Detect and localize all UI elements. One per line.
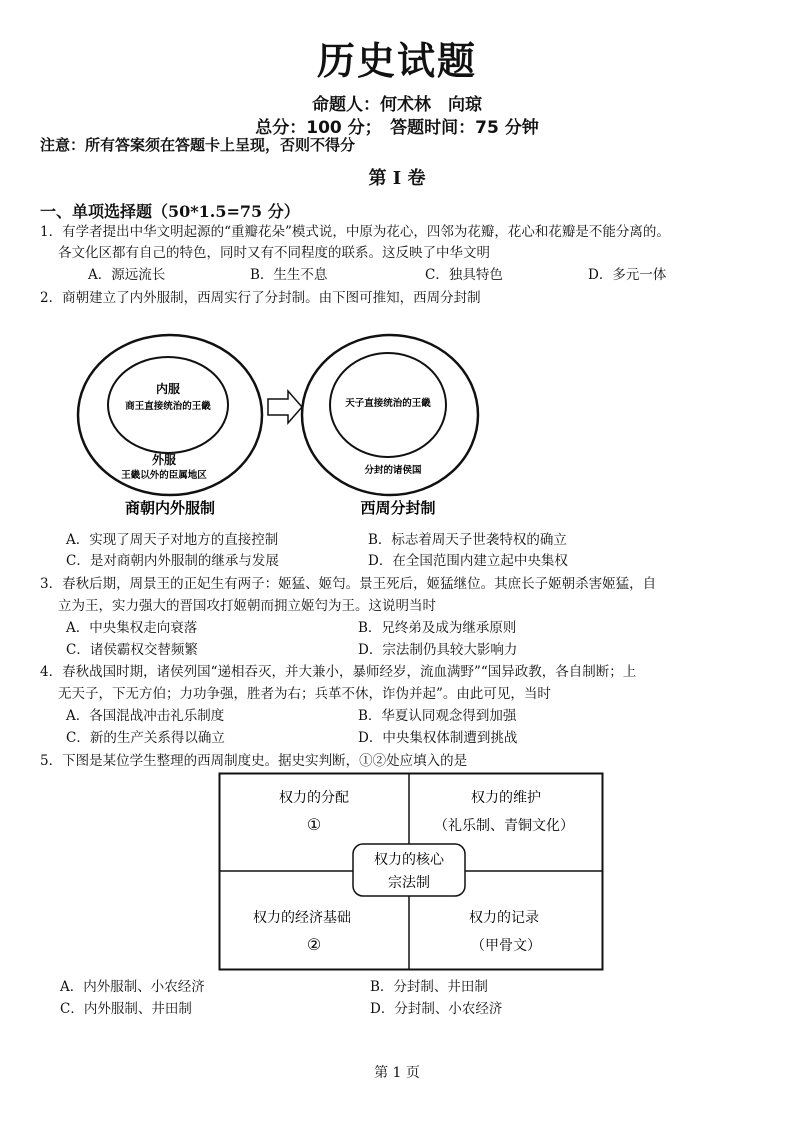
q4-option-c: C．新的生产关系得以确立: [66, 730, 225, 746]
q4-option-b: B．华夏认同观念得到加强: [358, 708, 517, 724]
q3-option-b: B．兄终弟及成为继承原则: [358, 620, 517, 636]
q2-option-b: B．标志着周天子世袭特权的确立: [368, 532, 567, 548]
center-value: 宗法制: [388, 875, 430, 891]
section-heading: 一、单项选择题（50*1.5=75 分）: [40, 202, 300, 221]
zhou-caption: 西周分封制: [360, 499, 436, 517]
tr-value: （礼乐制、青铜文化）: [434, 818, 574, 834]
shang-inner-title: 内服: [155, 382, 181, 396]
bl-value: ②: [306, 935, 322, 954]
br-title: 权力的记录: [469, 910, 539, 926]
q4-stem-line2: 无天子，下无方伯；力功争强，胜者为右；兵革不休，诈伪并起”。由此可见，当时: [58, 686, 551, 702]
exam-notice: 注意：所有答案须在答题卡上呈现，否则不得分: [40, 136, 356, 154]
q4-option-a: A．各国混战冲击礼乐制度: [66, 708, 225, 724]
transition-arrow-icon: [268, 391, 302, 423]
br-value: （甲骨文）: [471, 938, 541, 954]
q4-stem-line1: 4．春秋战国时期，诸侯列国“递相吞灭，并大兼小，暴师经岁，流血满野”“国异政教，各自制断；上: [40, 664, 637, 680]
page-number: 第 1 页: [374, 1065, 420, 1081]
q5-option-a: A．内外服制、小农经济: [60, 979, 205, 995]
exam-authors: 命题人：何术林 向琼: [312, 95, 482, 115]
q3-stem-line2: 立为王，实力强大的晋国攻打姬朝而拥立姬匄为王。这说明当时: [58, 598, 436, 614]
exam-title: 历史试题: [316, 39, 477, 83]
q1-option-a: A．源远流长: [88, 267, 166, 283]
q2-option-c: C．是对商朝内外服制的继承与发展: [66, 553, 279, 569]
q2-option-a: A．实现了周天子对地方的直接控制: [66, 532, 279, 548]
tl-title: 权力的分配: [279, 790, 349, 806]
zhou-outer-desc: 分封的诸侯国: [364, 465, 422, 476]
q2-stem: 2．商朝建立了内外服制，西周实行了分封制。由下图可推知，西周分封制: [40, 290, 481, 306]
center-title: 权力的核心: [374, 852, 444, 868]
zhou-inner-desc: 天子直接统治的王畿: [345, 398, 431, 409]
tr-title: 权力的维护: [471, 790, 541, 806]
shang-inner-desc: 商王直接统治的王畿: [125, 401, 211, 412]
tl-value: ①: [306, 815, 322, 834]
q3-stem-line1: 3．春秋后期，周景王的正妃生有两子：姬猛、姬匄。景王死后，姬猛继位。其庶长子姬朝杀害姬猛，自: [40, 576, 657, 592]
shang-outer-title: 外服: [151, 453, 177, 467]
q1-option-c: C．独具特色: [425, 267, 503, 283]
q4-option-d: D．中央集权体制遭到挑战: [358, 730, 518, 746]
q1-option-d: D．多元一体: [588, 267, 667, 283]
q3-option-a: A．中央集权走向衰落: [66, 620, 198, 636]
volume-heading: 第 Ⅰ 卷: [368, 168, 426, 189]
q1-stem-line2: 各文化区都有自己的特色，同时又有不同程度的联系。这反映了中华文明: [58, 245, 490, 261]
q5-option-d: D．分封制、小农经济: [370, 1001, 503, 1017]
shang-outer-desc: 王畿以外的臣属地区: [121, 470, 207, 481]
bl-title: 权力的经济基础: [253, 910, 351, 926]
q5-table-diagram: [218, 772, 604, 972]
q2-option-d: D．在全国范围内建立起中央集权: [368, 553, 568, 569]
q5-stem: 5．下图是某位学生整理的西周制度史。据史实判断，①②处应填入的是: [40, 753, 468, 769]
q3-option-d: D．宗法制仍具较大影响力: [358, 642, 518, 658]
q3-option-c: C．诸侯霸权交替频繁: [66, 642, 198, 658]
q2-diagram: [60, 325, 520, 525]
q5-option-b: B．分封制、井田制: [370, 979, 488, 995]
shang-caption: 商朝内外服制: [124, 499, 216, 517]
q1-stem-line1: 1．有学者提出中华文明起源的“重瓣花朵”模式说，中原为花心，四邻为花瓣，花心和花瓣是不能分离的。: [40, 224, 670, 240]
exam-score-time: 总分：100 分； 答题时间：75 分钟: [255, 118, 539, 138]
q5-option-c: C．内外服制、井田制: [60, 1001, 192, 1017]
q1-option-b: B．生生不息: [250, 267, 328, 283]
